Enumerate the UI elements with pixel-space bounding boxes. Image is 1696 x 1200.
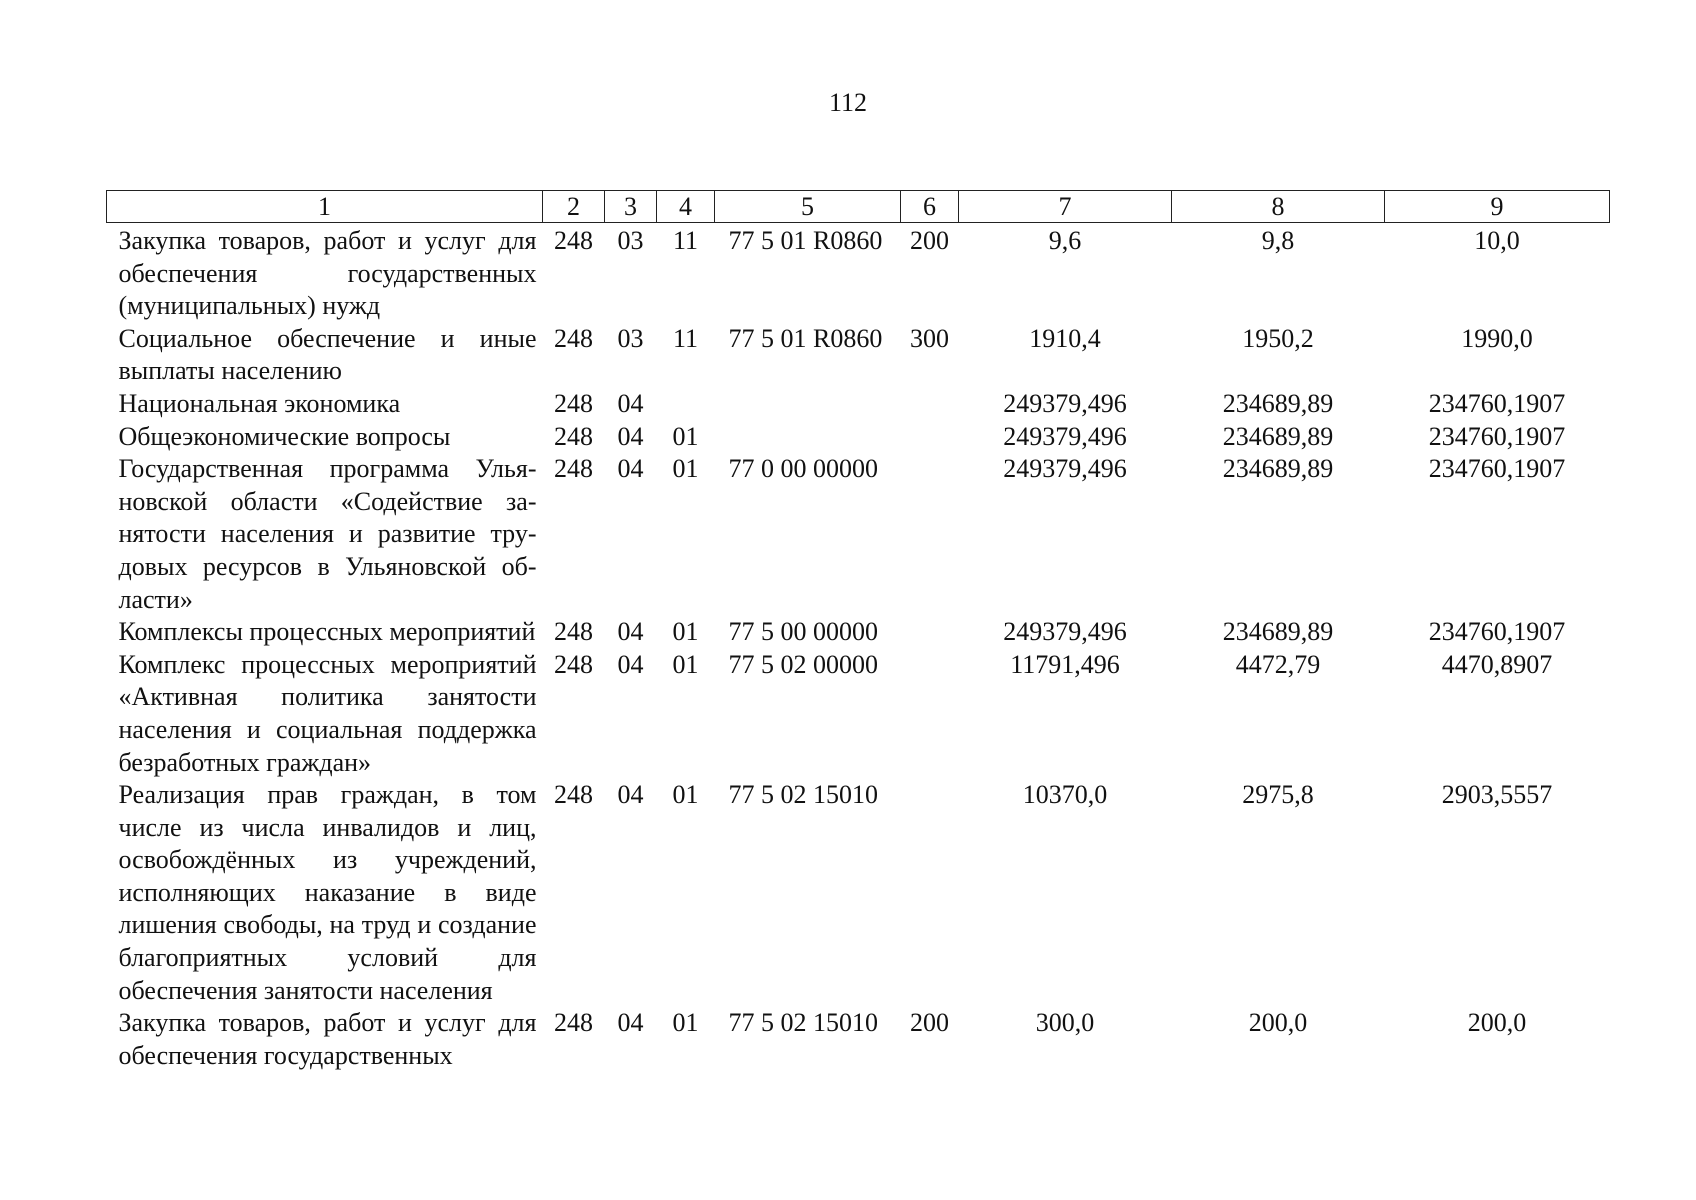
row-subsection-code: 01 [672,421,699,451]
row-amount-col9: 4470,8907 [1441,649,1553,679]
row-amount-col9: 2903,5557 [1441,780,1553,810]
row-expense-type [901,779,959,1007]
row-amount-col9: 234760,1907 [1428,421,1566,451]
header-col-8: 8 [1172,191,1385,223]
header-col-3: 3 [605,191,657,223]
row-subsection-code: 01 [672,1008,699,1038]
row-target-article: 77 5 01 R0860 [728,323,883,353]
row-admin-code: 248 [554,388,593,418]
header-col-1: 1 [107,191,543,223]
row-amount-col8: 9,8 [1261,226,1295,255]
row-name: Комплекс процессных мероприятий «Активная политика занятости населения и социальная поддержка безработных граждан» [118,649,537,777]
row-target-article [715,421,901,454]
row-amount-col8: 4472,79 [1235,649,1321,679]
row-target-article: 77 5 01 R0860 [728,226,883,255]
header-col-4: 4 [657,191,715,223]
row-subsection-code [657,388,715,421]
row-amount-col8: 234689,89 [1222,388,1334,418]
row-section-code: 04 [617,1008,644,1038]
row-expense-type [901,649,959,779]
table-header [107,191,1610,223]
row-admin-code: 248 [554,617,593,647]
row-section-code: 04 [617,454,644,484]
header-col-9: 9 [1385,191,1610,223]
row-section-code: 04 [617,780,644,810]
row-subsection-code: 01 [672,454,699,484]
row-admin-code: 248 [554,226,593,255]
row-target-article [715,388,901,421]
table-row [107,421,1610,454]
table-row [107,453,1610,616]
row-amount-col9: 1990,0 [1461,323,1533,353]
row-admin-code: 248 [554,323,593,353]
row-amount-col9: 200,0 [1467,1008,1527,1038]
row-target-article: 77 0 00 00000 [728,454,878,484]
row-amount-col7: 249379,496 [1003,421,1127,451]
row-subsection-code: 01 [672,649,699,679]
table-row [107,649,1610,779]
row-amount-col7: 10370,0 [1022,780,1108,810]
row-name: Закупка товаров, работ и услуг для обеспечения государственных [118,1008,537,1070]
table-row [107,616,1610,649]
row-expense-type [901,616,959,649]
row-amount-col8: 234689,89 [1222,617,1334,647]
row-expense-type [901,388,959,421]
row-admin-code: 248 [554,1008,593,1038]
row-section-code: 04 [617,649,644,679]
row-section-code: 03 [617,226,644,255]
header-col-7: 7 [959,191,1172,223]
row-section-code: 04 [617,421,644,451]
row-section-code: 04 [617,388,644,418]
row-target-article: 77 5 02 15010 [728,780,878,810]
row-name: Реализация прав граждан, в том числе из числа инвалидов и лиц, освобождённых из учреждений, исполняющих наказание в виде лишения свободы, на труд и создание благоприятных условий для обеспечения занятости населения [118,780,537,1005]
row-subsection-code: 11 [672,323,699,353]
row-amount-col8: 234689,89 [1222,421,1334,451]
row-amount-col8: 234689,89 [1222,454,1334,484]
row-amount-col8: 200,0 [1248,1008,1308,1038]
row-name: Комплексы процессных мероприятий [118,617,536,647]
row-amount-col9: 234760,1907 [1428,388,1566,418]
table-row [107,223,1610,323]
row-subsection-code: 01 [672,780,699,810]
row-name: Государственная программа Ульяновской области «Содействие занятости населения и развитие трудовых ресурсов в Ульяновской области» [118,454,537,614]
row-amount-col7: 1910,4 [1029,323,1101,353]
row-amount-col9: 10,0 [1474,226,1520,255]
row-amount-col9: 234760,1907 [1428,454,1566,484]
table-row [107,388,1610,421]
row-amount-col7: 300,0 [1035,1008,1095,1038]
row-expense-type: 200 [910,1008,949,1038]
row-amount-col7: 11791,496 [1010,649,1120,679]
row-section-code: 03 [617,323,644,353]
table-row [107,1007,1610,1072]
table-body [107,223,1610,1073]
row-target-article: 77 5 02 00000 [728,649,878,679]
row-target-article: 77 5 02 15010 [728,1008,878,1038]
row-name: Закупка товаров, работ и услуг для обеспечения государственных (муниципальных) нужд [118,226,537,321]
row-amount-col9: 234760,1907 [1428,617,1566,647]
budget-table [106,190,1610,1072]
row-admin-code: 248 [554,454,593,484]
row-subsection-code: 01 [672,617,699,647]
row-subsection-code: 11 [672,226,699,255]
row-admin-code: 248 [554,421,593,451]
row-expense-type [901,421,959,454]
row-section-code: 04 [617,617,644,647]
row-admin-code: 248 [554,780,593,810]
row-amount-col7: 249379,496 [1003,617,1127,647]
row-amount-col8: 1950,2 [1242,323,1314,353]
row-amount-col7: 249379,496 [1003,388,1127,418]
page-number: 112 [828,88,868,117]
row-expense-type [901,453,959,616]
row-amount-col7: 249379,496 [1003,454,1127,484]
header-row [107,191,1610,223]
budget-table-container [106,190,1609,1072]
header-col-2: 2 [543,191,605,223]
row-expense-type: 300 [910,323,949,353]
row-name: Общеэкономические вопросы [118,421,451,451]
header-col-6: 6 [901,191,959,223]
row-amount-col8: 2975,8 [1242,780,1314,810]
table-row [107,323,1610,388]
row-name: Социальное обеспечение и иные выплаты населению [118,323,537,386]
table-row [107,779,1610,1007]
row-admin-code: 248 [554,649,593,679]
row-target-article: 77 5 00 00000 [728,617,878,647]
row-amount-col7: 9,6 [1048,226,1082,255]
row-expense-type: 200 [910,226,949,255]
row-name: Национальная экономика [118,388,401,418]
header-col-5: 5 [715,191,901,223]
